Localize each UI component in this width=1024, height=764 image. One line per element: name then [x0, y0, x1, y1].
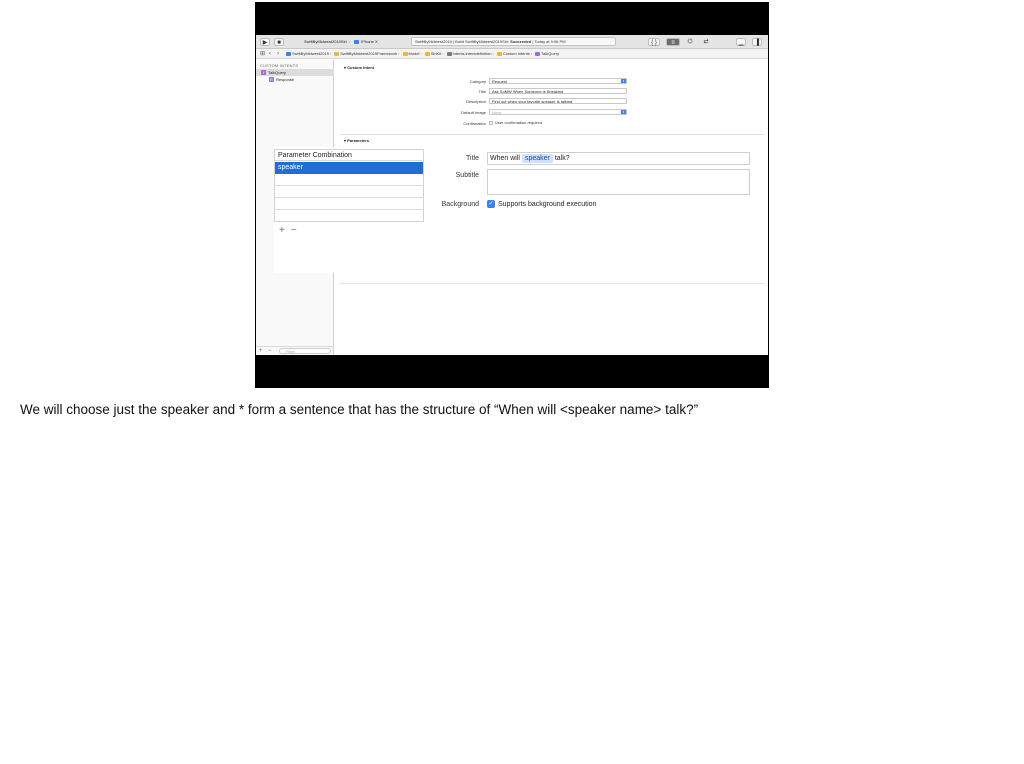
breadcrumb-item-icon	[447, 52, 452, 56]
parameter-combination-list	[274, 149, 424, 222]
device-icon	[354, 40, 359, 44]
stop-icon: ■	[277, 40, 281, 46]
breadcrumb-item[interactable]	[284, 51, 332, 56]
chevron-right-icon: ›	[492, 51, 494, 56]
filter-input[interactable]	[279, 348, 331, 354]
version-editor-button[interactable]	[700, 38, 712, 46]
nav-item-response[interactable]	[256, 76, 334, 83]
default-image-label: Default Image	[461, 110, 486, 115]
title-label: Title	[478, 89, 486, 94]
breadcrumb-item-icon	[535, 52, 540, 56]
breadcrumb-item[interactable]	[495, 51, 533, 56]
title-field[interactable]: Ask SoMW When Someone is Speaking	[489, 88, 627, 94]
breadcrumb-item-label: SiriKit	[430, 51, 442, 56]
speaker-token[interactable]: speaker	[522, 154, 553, 163]
breadcrumb-item[interactable]	[329, 51, 400, 56]
scheme-selector[interactable]	[304, 38, 378, 46]
toggle-inspector-button[interactable]	[752, 38, 762, 46]
section-custom-intent[interactable]: ▾ Custom Intent	[344, 65, 375, 70]
remove-icon[interactable]: −	[290, 225, 297, 236]
section-parameters[interactable]: ▾ Parameters	[344, 138, 369, 143]
chevron-right-icon: ›	[348, 39, 351, 44]
chevron-right-icon: ›	[442, 51, 444, 56]
description-field[interactable]: Find out when your favorite speaker is talking	[489, 98, 627, 104]
lines-icon: ≡	[671, 40, 675, 46]
bottom-panel-icon: ▁	[738, 40, 744, 46]
slide-frame	[255, 2, 769, 388]
add-icon[interactable]: +	[279, 225, 285, 236]
breadcrumb-item-label: Custom Intents	[502, 51, 530, 56]
related-items-icon[interactable]: ⊞	[260, 51, 266, 57]
chevron-right-icon: ›	[398, 51, 400, 56]
zoomed-parameter-panel	[274, 147, 768, 273]
breadcrumb-item-label: Intents.intentdefinition	[452, 51, 492, 56]
disclosure-triangle-icon: ▾	[344, 65, 348, 70]
response-badge-icon: R	[270, 77, 273, 83]
checkmark-icon: ✓	[488, 201, 494, 208]
nav-item-label: Response	[276, 77, 295, 82]
scheme-target: SwiftByMidwest2019Siri	[304, 39, 347, 44]
play-icon: ▶	[262, 40, 268, 46]
build-status: Succeeded	[510, 39, 532, 44]
breadcrumb-item-icon	[403, 52, 408, 56]
forward-icon[interactable]: ›	[277, 51, 279, 57]
combo-list-header: Parameter Combination	[275, 150, 423, 161]
arrows-icon: ⇄	[703, 39, 709, 45]
combo-row-empty[interactable]	[275, 210, 423, 222]
breadcrumb-item[interactable]	[423, 51, 444, 56]
combo-row-empty[interactable]	[275, 186, 423, 198]
breadcrumb-item-icon	[334, 52, 339, 56]
popup-arrows-icon: ⇕	[622, 79, 625, 83]
intent-badge-icon: I	[262, 70, 265, 76]
toggle-debug-area-button[interactable]	[736, 38, 746, 46]
nav-item-talkquery[interactable]	[256, 69, 334, 76]
chevron-right-icon: ›	[530, 51, 533, 56]
nav-item-label: TalkQuery	[268, 70, 287, 75]
braces-icon: { }	[651, 40, 657, 46]
assistant-editor-button[interactable]	[684, 38, 696, 46]
breadcrumb-item-label: SwiftByMidwest2019Framework	[340, 51, 398, 56]
breadcrumb	[284, 49, 559, 59]
breadcrumb-item[interactable]	[401, 51, 420, 56]
checkbox-icon	[489, 121, 493, 125]
navigator-footer	[256, 346, 334, 355]
zoom-title-field[interactable]: When will speaker talk?	[487, 152, 750, 165]
run-button[interactable]	[260, 38, 270, 46]
scheme-device: iPhone X	[361, 39, 378, 44]
back-icon[interactable]: ‹	[269, 51, 271, 57]
confirmation-checkbox[interactable]: User confirmation required	[489, 120, 542, 126]
divider	[340, 134, 765, 135]
jump-bar	[256, 49, 768, 59]
xcode-window	[256, 35, 768, 355]
add-icon[interactable]: +	[259, 348, 263, 354]
breadcrumb-item-icon	[425, 52, 430, 56]
combo-add-remove	[279, 225, 303, 236]
filter-placeholder: Filter	[286, 349, 295, 354]
breadcrumb-item-label: SwiftByMidwest2019	[292, 51, 329, 56]
breadcrumb-item-icon	[497, 52, 502, 56]
confirmation-label: Confirmation	[463, 121, 486, 126]
zoom-background-label: Background	[441, 201, 479, 208]
combo-row-speaker[interactable]: speaker	[275, 162, 423, 174]
activity-viewer: SwiftByMidwest2019 | Build SwiftByMidwest2019Siri: Succeeded | Today at 9:06 PM	[411, 37, 616, 46]
combo-row-empty[interactable]	[275, 174, 423, 186]
disclosure-triangle-icon: ▾	[344, 138, 348, 143]
toolbar	[256, 35, 768, 49]
breadcrumb-item-label: Model	[408, 51, 420, 56]
remove-icon[interactable]: −	[268, 348, 272, 354]
stop-button[interactable]	[274, 38, 284, 46]
category-label: Category	[469, 79, 486, 84]
breadcrumb-item-icon	[286, 52, 291, 56]
zoom-subtitle-label: Subtitle	[455, 172, 479, 179]
zoom-title-label: Title	[466, 155, 479, 162]
standard-editor-button[interactable]	[666, 38, 680, 46]
breadcrumb-item[interactable]	[530, 51, 560, 56]
chevron-right-icon: ›	[329, 51, 332, 56]
zoom-background-checkbox[interactable]: ✓ Supports background execution	[488, 201, 597, 208]
popup-arrows-icon: ⇕	[622, 110, 625, 114]
library-button[interactable]	[648, 38, 660, 46]
zoom-subtitle-field[interactable]	[487, 169, 750, 195]
circles-icon: ⌬	[687, 39, 693, 45]
breadcrumb-item-label: TalkQuery	[541, 51, 560, 56]
nav-section-header: CUSTOM INTENTS	[260, 63, 299, 68]
default-image-popup[interactable]: None ⇕	[489, 109, 627, 115]
chevron-right-icon: ›	[420, 51, 422, 56]
breadcrumb-item[interactable]	[445, 51, 492, 56]
category-popup[interactable]: Request ⇕	[489, 78, 627, 84]
slide-caption: We will choose just the speaker and * form a sentence that has the structure of “When will <speaker name> talk?”	[20, 402, 699, 417]
right-panel-icon: ▐	[754, 40, 760, 46]
divider	[340, 283, 765, 284]
description-label: Description	[465, 99, 486, 104]
combo-row-empty[interactable]	[275, 198, 423, 210]
